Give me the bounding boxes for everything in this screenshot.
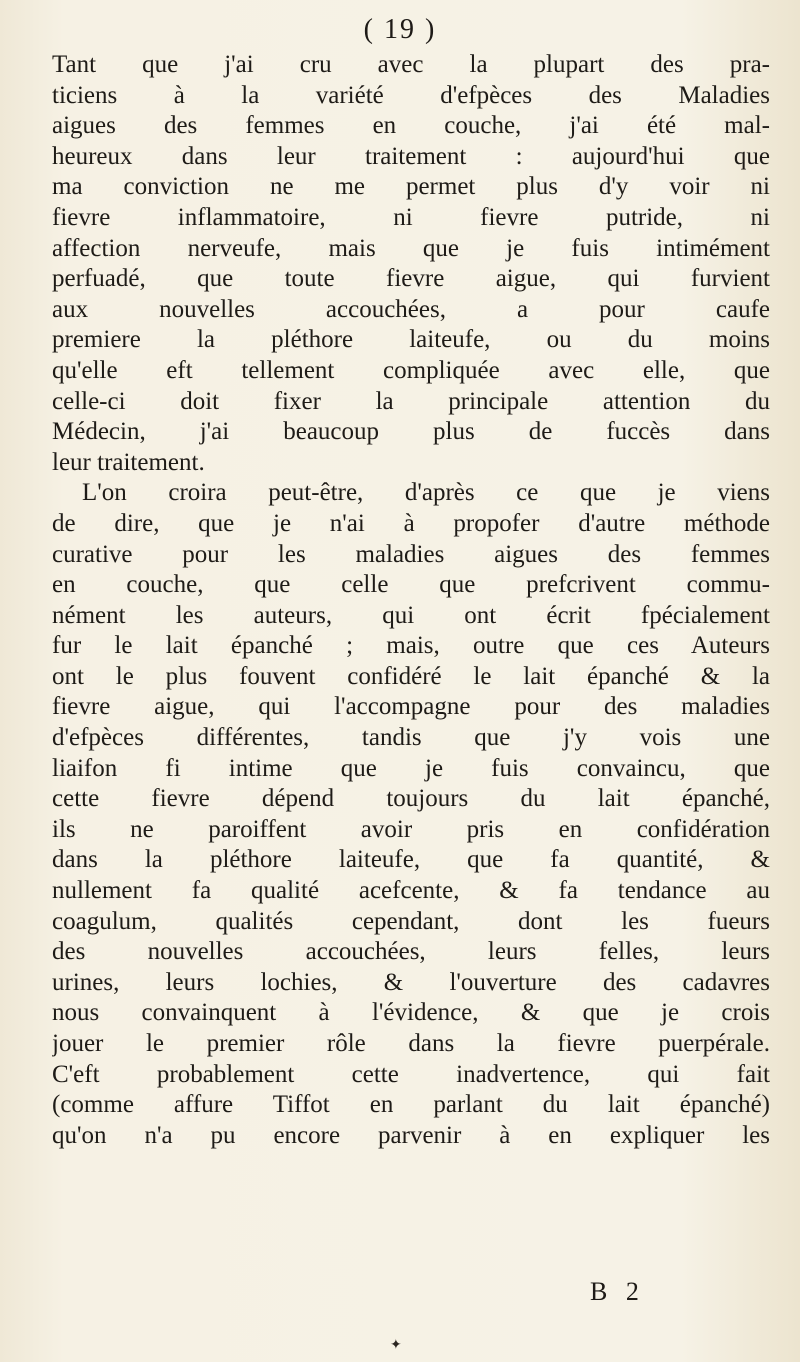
text-line: fievre aigue, qui l'accompagne pour des maladies — [52, 693, 770, 721]
text-line: ma conviction ne me permet plus d'y voir ni — [52, 173, 770, 201]
text-line: fievre inflammatoire, ni fievre putride, ni — [52, 203, 770, 231]
paragraph-1 — [52, 50, 770, 478]
text-line: qu'on n'a pu encore parvenir à en expliquer les — [52, 1121, 770, 1149]
body-text — [52, 50, 770, 1151]
text-line: L'on croira peut-être, d'après ce que je viens — [82, 479, 770, 507]
page-number: ( 19 ) — [363, 14, 437, 45]
text-line: affection nerveufe, mais que je fuis intimément — [52, 234, 770, 262]
text-line: premiere la pléthore laiteufe, ou du moins — [52, 326, 770, 354]
text-line: ont le plus fouvent confidéré le lait épanché & la — [52, 662, 770, 690]
text-line: nullement fa qualité acefcente, & fa tendance au — [52, 877, 770, 905]
text-line: celle-ci doit fixer la principale attention du — [52, 387, 770, 415]
text-line: de dire, que je n'ai à propofer d'autre méthode — [52, 509, 770, 537]
text-line: ils ne paroiffent avoir pris en confidération — [52, 815, 770, 843]
text-line: fur le lait épanché ; mais, outre que ces Auteurs — [52, 632, 770, 660]
text-line: liaifon fi intime que je fuis convaincu, que — [52, 754, 770, 782]
text-line: nous convainquent à l'évidence, & que je crois — [52, 999, 770, 1027]
signature-mark: B 2 — [590, 1277, 645, 1306]
text-line: coagulum, qualités cependant, dont les fueurs — [52, 907, 770, 935]
text-line: curative pour les maladies aigues des femmes — [52, 540, 770, 568]
text-line: en couche, que celle que prefcrivent commu- — [52, 571, 770, 599]
text-line: des nouvelles accouchées, leurs felles, leurs — [52, 938, 770, 966]
text-line: Médecin, j'ai beaucoup plus de fuccès dans — [52, 418, 770, 446]
text-line: jouer le premier rôle dans la fievre puerpérale. — [52, 1030, 770, 1057]
text-line: dans la pléthore laiteufe, que fa quantité, & — [52, 846, 770, 874]
text-line: heureux dans leur traitement : aujourd'hui que — [52, 142, 770, 170]
text-line: aigues des femmes en couche, j'ai été mal- — [52, 112, 770, 140]
text-line: aux nouvelles accouchées, a pour caufe — [52, 295, 770, 323]
text-line: ticiens à la variété d'efpèces des Maladies — [52, 81, 770, 109]
text-line: urines, leurs lochies, & l'ouverture des cadavres — [52, 968, 770, 996]
ornament-icon: ✦ — [390, 1337, 402, 1353]
text-line: (comme affure Tiffot en parlant du lait épanché) — [52, 1091, 770, 1119]
text-line: cette fievre dépend toujours du lait épanché, — [52, 785, 770, 813]
paragraph-2 — [52, 478, 770, 1151]
text-line: C'eft probablement cette inadvertence, qui fait — [52, 1060, 770, 1088]
text-line: nément les auteurs, qui ont écrit fpécialement — [52, 601, 770, 629]
text-line: perfuadé, que toute fievre aigue, qui furvient — [52, 265, 770, 293]
text-line: leur traitement. — [52, 448, 205, 476]
text-line: qu'elle eft tellement compliquée avec elle, que — [52, 356, 770, 384]
text-line: Tant que j'ai cru avec la plupart des pra- — [52, 51, 770, 78]
text-line: d'efpèces différentes, tandis que j'y vois une — [52, 724, 770, 752]
